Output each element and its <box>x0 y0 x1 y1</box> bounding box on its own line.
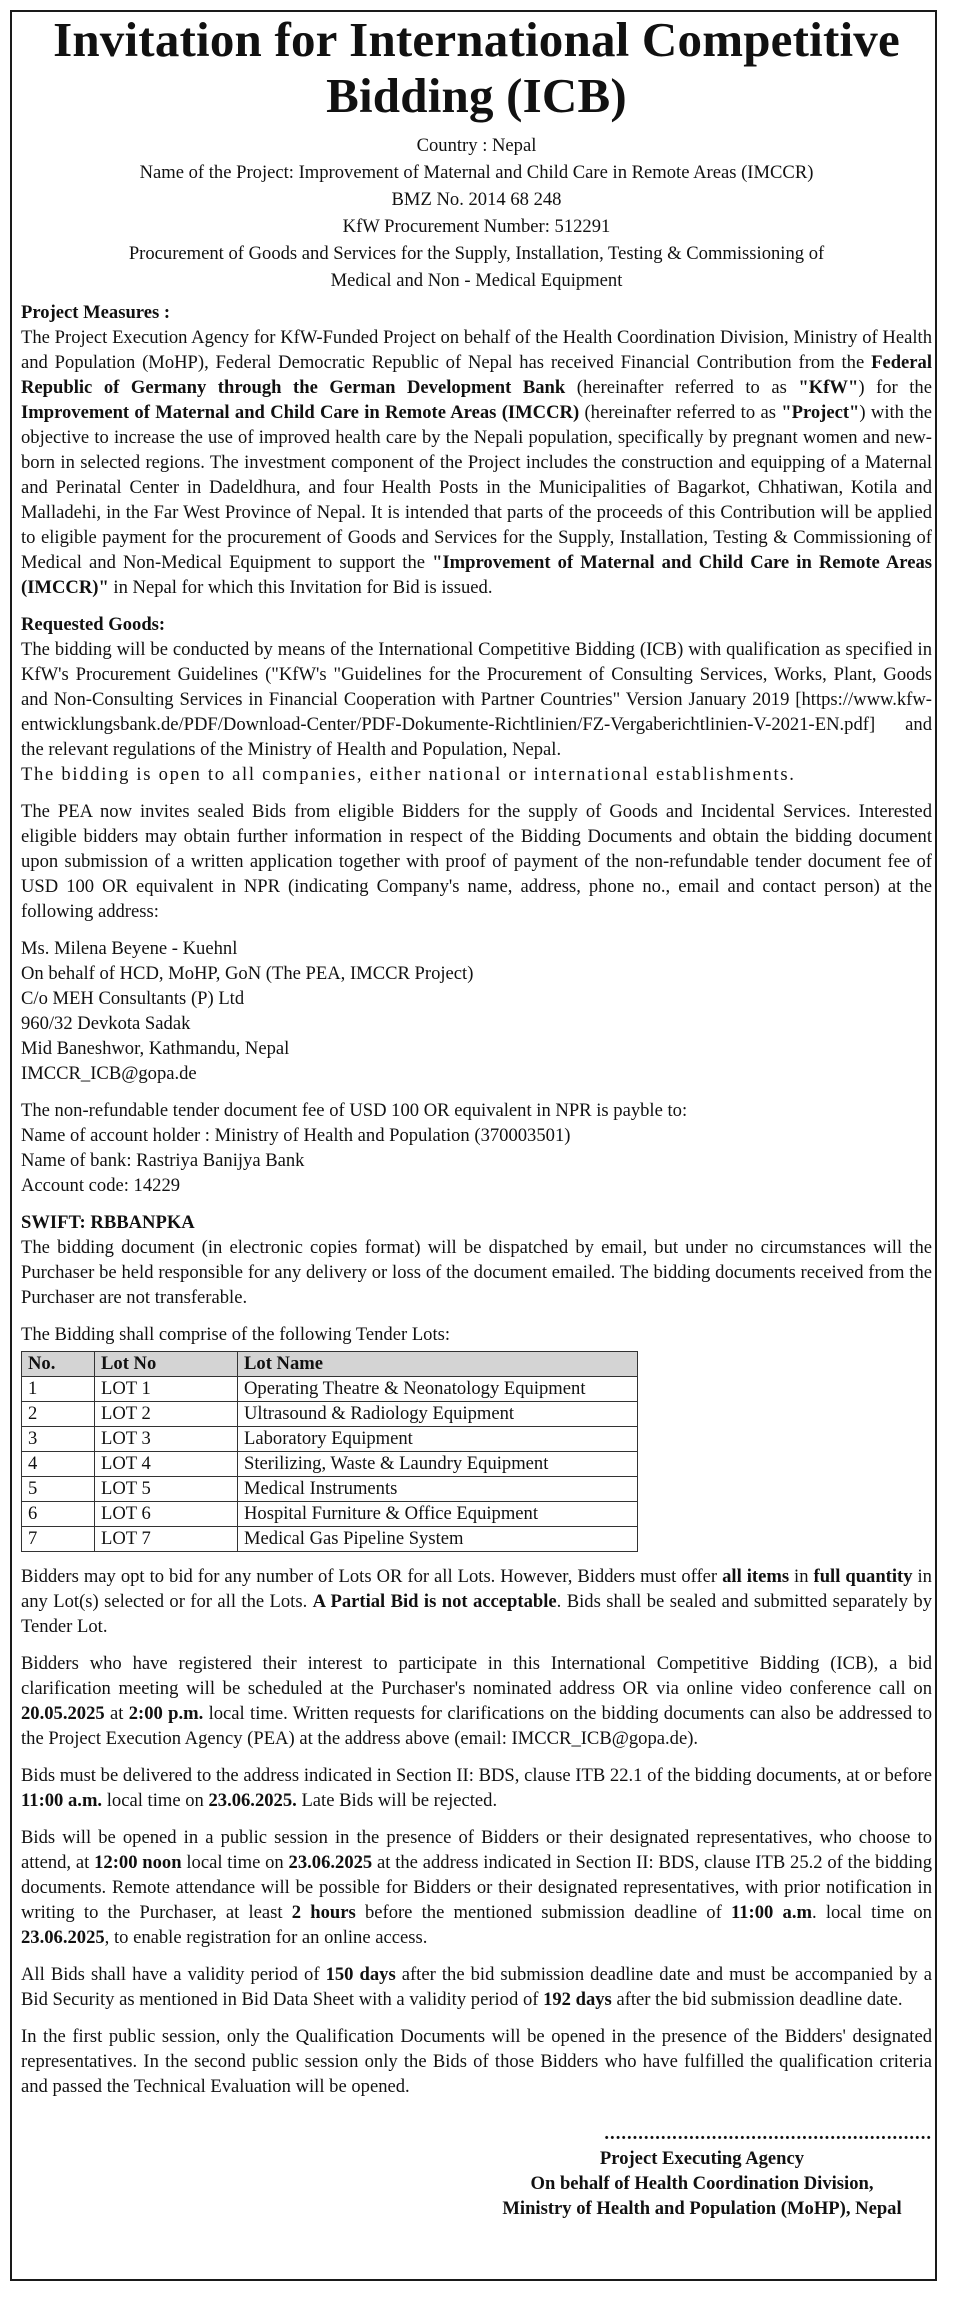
text-run: Bids must be delivered to the address indicated in Section II: BDS, clause ITB 22.1 of the bidding documents, at or before <box>21 1765 932 1786</box>
text-run: in <box>789 1566 814 1587</box>
cell-lot-name: Medical Gas Pipeline System <box>238 1527 638 1552</box>
address-line: C/o MEH Consultants (P) Ltd <box>21 988 245 1009</box>
bold-run: 2 hours <box>291 1902 356 1923</box>
bold-run: 20.05.2025 <box>21 1703 105 1724</box>
bold-run: Federal Republic of Germany through the German Development Bank <box>21 352 932 398</box>
address-line: Mid Baneshwor, Kathmandu, Nepal <box>21 1038 290 1059</box>
requested-goods-text: The bidding will be conducted by means of the International Competitive Bidding (ICB) with qualification as specified in KfW's Procurement Guidelines ("KfW's "Guidelines for the Procurement of Consulting Services, Works, Plant, Goods and Non-Consulting Services in Financial Cooperation with Partner Countries" Version January 2019 [https://www.kfw-entwicklungsbank.de/PDF/Download-Center/PDF-Dokumente-Richtlinien/FZ-Vergaberichtlinien-V-2021-EN.pdf] and the relevant regulations of the Ministry of Health and Population, Nepal. <box>21 639 932 760</box>
procurement-line-2: Medical and Non - Medical Equipment <box>330 270 623 291</box>
cell-no: 7 <box>22 1527 95 1552</box>
cell-no: 4 <box>22 1452 95 1477</box>
public-sessions-text: In the first public session, only the Qualification Documents will be opened in the presence of the Bidders' designated representatives. In the second public session only the Bids of those Bidders who have fulfilled the qualification criteria and passed the Technical Evaluation will be opened. <box>21 2026 932 2097</box>
requested-goods-heading: Requested Goods: <box>21 614 166 635</box>
bold-run: 11:00 a.m. <box>21 1790 103 1811</box>
lots-intro: The Bidding shall comprise of the following Tender Lots: <box>21 1324 451 1345</box>
text-run: at <box>104 1703 129 1724</box>
dispatch-text: The bidding document (in electronic copies format) will be dispatched by email, but under no circumstances will the Purchaser be held responsible for any delivery or loss of the document emailed. The bidding documents received from the Purchaser are not transferable. <box>21 1237 932 1308</box>
section-project-measures <box>21 300 932 600</box>
text-run: . Bids shall be sealed and submitted separately by Tender Lot. <box>21 1591 932 1637</box>
text-run: after the bid submission deadline date. <box>611 1989 903 2010</box>
bold-run: 12:00 noon <box>94 1852 182 1873</box>
cell-lot-no: LOT 4 <box>95 1452 238 1477</box>
text-run: ) with the objective to increase the use of improved health care by the Nepali population, specifically by pregnant women and new-born in selected regions. The investment component of the Project includes the construction and equipping of a Maternal and Perinatal Center in Dadeldhura, and four Health Posts in the Municipalities of Bagarkot, Chhatiwan, Kotila and Malladehi, in the Far West Province of Nepal. It is intended that parts of the proceeds of this Contribution will be applied to eligible payment for the procurement of Goods and Services for the Supply, Installation, Testing & Commissioning of Medical and Non-Medical Equipment to support the <box>21 402 932 573</box>
address-line: On behalf of HCD, MoHP, GoN (The PEA, IMCCR Project) <box>21 963 474 984</box>
bold-run: 23.06.2025 <box>288 1852 373 1873</box>
bold-run: "KfW" <box>798 377 859 398</box>
text-run: (hereinafter referred to as <box>579 402 782 423</box>
signature-division: On behalf of Health Coordination Division, <box>530 2173 874 2194</box>
bold-run: Improvement of Maternal and Child Care in Remote Areas (IMCCR) <box>21 402 580 423</box>
table-row <box>22 1527 638 1552</box>
bold-run: 23.06.2025 <box>21 1927 105 1948</box>
cell-lot-name: Laboratory Equipment <box>238 1427 638 1452</box>
text-run: local time on <box>181 1852 289 1873</box>
text-run: local time. Written requests for clarifications on the bidding documents can also be addressed to the Project Execution Agency (PEA) at the address above (email: IMCCR_ICB@gopa.de). <box>21 1703 932 1749</box>
table-header-row <box>22 1352 638 1377</box>
address-line: 960/32 Devkota Sadak <box>21 1013 191 1034</box>
table-row <box>22 1427 638 1452</box>
cell-no: 5 <box>22 1477 95 1502</box>
text-run: (hereinafter referred to as <box>565 377 799 398</box>
text-run: The Project Execution Agency for KfW-Funded Project on behalf of the Health Coordination Division, Ministry of Health and Population (MoHP), Federal Democratic Republic of Nepal has received Financial Contribution from the <box>21 327 932 373</box>
invitation-text: The PEA now invites sealed Bids from eligible Bidders for the supply of Goods and Incidental Services. Interested eligible bidders may obtain further information in respect of the Bidding Documents and obtain the bidding document upon submission of a written application together with proof of payment of the non-refundable tender document fee of USD 100 OR equivalent in NPR (indicating Company's name, address, phone no., email and contact person) at the following address: <box>21 801 932 922</box>
invitation-document <box>21 12 932 2221</box>
cell-no: 1 <box>22 1377 95 1402</box>
text-run: Bidders may opt to bid for any number of Lots OR for all Lots. However, Bidders must offer <box>21 1566 723 1587</box>
cell-lot-name: Operating Theatre & Neonatology Equipment <box>238 1377 638 1402</box>
text-run: in Nepal for which this Invitation for Bid is issued. <box>108 577 493 598</box>
cell-lot-name: Medical Instruments <box>238 1477 638 1502</box>
cell-no: 3 <box>22 1427 95 1452</box>
bmz-line: BMZ No. 2014 68 248 <box>391 189 562 210</box>
bold-run: 23.06.2025. <box>208 1790 297 1811</box>
text-run: after the bid submission deadline date and must be accompanied by a Bid Security as mentioned in Bid Data Sheet with a validity period of <box>21 1964 932 2010</box>
section-requested-goods <box>21 612 932 924</box>
signature-dotted-line: .......................................................... <box>604 2123 932 2144</box>
account-holder: Name of account holder : Ministry of Health and Population (370003501) <box>21 1125 571 1146</box>
bold-run: "Improvement of Maternal and Child Care in Remote Areas (IMCCR)" <box>21 552 932 598</box>
cell-lot-no: LOT 7 <box>95 1527 238 1552</box>
table-row <box>22 1402 638 1427</box>
project-meta <box>21 132 932 294</box>
cell-lot-no: LOT 5 <box>95 1477 238 1502</box>
bid-delivery-text <box>21 1763 932 1813</box>
cell-lot-name: Hospital Furniture & Office Equipment <box>238 1502 638 1527</box>
bid-opening-text <box>21 1825 932 1950</box>
text-run: at the address indicated in Section II: BDS, clause ITB 25.2 of the bidding documents. Remote attendance will be possible for Bidders or their designated representatives, with prior notification in writing to the Purchaser, at least <box>21 1852 932 1923</box>
cell-no: 2 <box>22 1402 95 1427</box>
project-name-line: Name of the Project: Improvement of Maternal and Child Care in Remote Areas (IMCCR) <box>139 162 814 183</box>
clarification-meeting-text <box>21 1651 932 1751</box>
contact-address <box>21 936 932 1086</box>
bold-run: 150 days <box>325 1964 396 1985</box>
bold-run: full quantity <box>813 1566 913 1587</box>
cell-lot-name: Ultrasound & Radiology Equipment <box>238 1402 638 1427</box>
account-code: Account code: 14229 <box>21 1175 181 1196</box>
lot-bidding-rules <box>21 1564 932 1639</box>
text-run: , to enable registration for an online access. <box>104 1927 428 1948</box>
signature-block <box>21 2121 932 2221</box>
text-run: Late Bids will be rejected. <box>296 1790 498 1811</box>
cell-lot-no: LOT 2 <box>95 1402 238 1427</box>
project-measures-heading: Project Measures : <box>21 302 171 323</box>
text-run: . local time on <box>811 1902 932 1923</box>
cell-lot-no: LOT 6 <box>95 1502 238 1527</box>
bank-name: Name of bank: Rastriya Banijya Bank <box>21 1150 305 1171</box>
text-run: in any Lot(s) selected or for all the Lots. <box>21 1566 932 1612</box>
address-line: Ms. Milena Beyene - Kuehnl <box>21 938 238 959</box>
tender-lots-table <box>21 1351 638 1552</box>
bold-run: 11:00 a.m <box>730 1902 812 1923</box>
contact-email: IMCCR_ICB@gopa.de <box>21 1063 197 1084</box>
header-lot-no: Lot No <box>95 1352 238 1377</box>
signature-ministry: Ministry of Health and Population (MoHP), Nepal <box>502 2198 902 2219</box>
swift-code: SWIFT: RBBANPKA <box>21 1212 195 1233</box>
header-lot-name: Lot Name <box>238 1352 638 1377</box>
table-row <box>22 1377 638 1402</box>
country-line: Country : Nepal <box>416 135 537 156</box>
text-run: All Bids shall have a validity period of <box>21 1964 326 1985</box>
text-run: Bids will be opened in a public session in the presence of Bidders or their designated representatives, who choose to attend, at <box>21 1827 932 1873</box>
signature-agency: Project Executing Agency <box>599 2148 805 2169</box>
bold-run: all items <box>722 1566 790 1587</box>
open-to-all-line: The bidding is open to all companies, either national or international establishments. <box>21 764 796 785</box>
bold-run: A Partial Bid is not acceptable <box>312 1591 557 1612</box>
table-row <box>22 1477 638 1502</box>
text-run: Bidders who have registered their interest to participate in this International Competitive Bidding (ICB), a bid clarification meeting will be scheduled at the Purchaser's nominated address OR via online video conference call on <box>21 1653 932 1699</box>
text-run: before the mentioned submission deadline of <box>355 1902 731 1923</box>
table-row <box>22 1502 638 1527</box>
cell-lot-name: Sterilizing, Waste & Laundry Equipment <box>238 1452 638 1477</box>
kfw-number-line: KfW Procurement Number: 512291 <box>342 216 611 237</box>
fee-line: The non-refundable tender document fee of USD 100 OR equivalent in NPR is payble to: <box>21 1100 688 1121</box>
document-title: Invitation for International Competitive Bidding (ICB) <box>53 12 900 123</box>
procurement-line-1: Procurement of Goods and Services for the Supply, Installation, Testing & Commissioning of <box>128 243 825 264</box>
bold-run: "Project" <box>781 402 860 423</box>
text-run: local time on <box>102 1790 209 1811</box>
project-measures-text <box>21 325 932 600</box>
cell-no: 6 <box>22 1502 95 1527</box>
cell-lot-no: LOT 1 <box>95 1377 238 1402</box>
cell-lot-no: LOT 3 <box>95 1427 238 1452</box>
fee-details <box>21 1098 932 1347</box>
header-no: No. <box>22 1352 95 1377</box>
table-row <box>22 1452 638 1477</box>
bold-run: 192 days <box>543 1989 612 2010</box>
text-run: ) for the <box>858 377 932 398</box>
bold-run: 2:00 p.m. <box>128 1703 204 1724</box>
bid-validity-text <box>21 1962 932 2012</box>
